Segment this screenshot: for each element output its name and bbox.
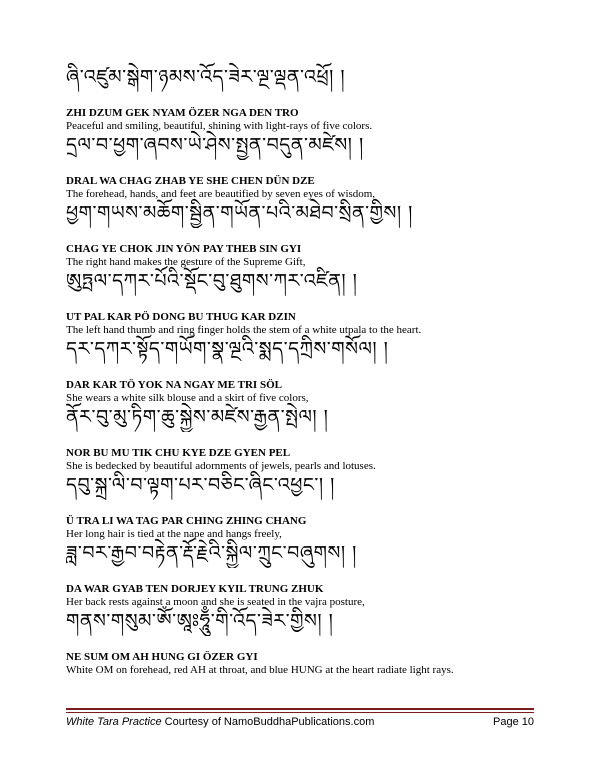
phonetic-line: NOR BU MU TIK CHU KYE DZE GYEN PEL	[66, 447, 291, 459]
phonetic-line: Ü TRA LI WA TAG PAR CHING ZHING CHANG	[66, 515, 307, 527]
phonetic-line: DA WAR GYAB TEN DORJEY KYIL TRUNG ZHUK	[66, 583, 324, 595]
verse	[66, 606, 536, 674]
page-number: Page 10	[493, 716, 534, 728]
translation-line: The left hand thumb and ring finger holds the stem of a white utpala to the heart.	[66, 324, 422, 336]
tibetan-line: གནས་གསུམ་ཨོཾ་ཨཱཿཧཱུྃ་གི་འོད་ཟེར་གྱིས། །	[66, 610, 334, 632]
translation-line: White OM on forehead, red AH at throat, and blue HUNG at the heart radiate light rays.	[66, 664, 454, 676]
translation-line: The right hand makes the gesture of the Supreme Gift,	[66, 256, 306, 268]
verse	[66, 266, 536, 334]
footer-courtesy: Courtesy of NamoBuddhaPublications.com	[161, 716, 375, 728]
translation-line: Her long hair is tied at the nape and hangs freely,	[66, 528, 282, 540]
verse	[66, 470, 536, 538]
tibetan-line: དབུ་སྐྲ་ལི་བ་ལྟག་པར་བཅིང་ཞིང་འཕྱང་། །	[66, 474, 335, 496]
tibetan-line: ཨུཏྤལ་དཀར་པོའི་སྡོང་བུ་ཐུགས་ཀར་འཛིན། །	[66, 270, 358, 292]
verse	[66, 538, 536, 606]
verse	[66, 198, 536, 266]
translation-line: Her back rests against a moon and she is seated in the vajra posture,	[66, 596, 365, 608]
verse	[66, 62, 536, 130]
page-footer	[66, 698, 534, 732]
verse	[66, 334, 536, 402]
phonetic-line: DRAL WA CHAG ZHAB YE SHE CHEN DÜN DZE	[66, 175, 315, 187]
phonetic-line: UT PAL KAR PÖ DONG BU THUG KAR DZIN	[66, 311, 296, 323]
verse-list	[66, 62, 536, 674]
verse	[66, 402, 536, 470]
tibetan-line: དྲལ་བ་ཕྱག་ཞབས་ཡེ་ཤེས་སྤྱན་བདུན་མཛེས། །	[66, 134, 364, 156]
tibetan-line: ཕྱག་གཡས་མཆོག་སྦྱིན་གཡོན་པའི་མཐེབ་སྲིན་གྱིས། །	[66, 202, 413, 224]
footer-divider	[66, 708, 534, 710]
footer-credit	[66, 716, 374, 728]
tibetan-line: དར་དཀར་སྟོད་གཡོག་སྣ་ལྔའི་སྨད་དཀྲིས་གསོལ། །	[66, 338, 389, 360]
translation-line: Peaceful and smiling, beautiful, shining with light-rays of five colors.	[66, 120, 373, 132]
verse	[66, 130, 536, 198]
translation-line: The forehead, hands, and feet are beautified by seven eyes of wisdom,	[66, 188, 376, 200]
footer-divider-thin	[66, 712, 534, 713]
phonetic-line: NE SUM OM AH HUNG GI ÖZER GYI	[66, 651, 258, 663]
translation-line: She is bedecked by beautiful adornments of jewels, pearls and lotuses.	[66, 460, 376, 472]
tibetan-line: ཞི་འཛུམ་སྒེག་ཉམས་འོད་ཟེར་ལྔ་ལྡན་འཕྲོ། །	[66, 66, 346, 88]
footer-title: White Tara Practice	[66, 716, 162, 728]
translation-line: She wears a white silk blouse and a skirt of five colors,	[66, 392, 309, 404]
tibetan-line: ཟླ་བར་རྒྱབ་བརྟེན་རྡོ་རྗེའི་སྐྱིལ་ཀྲུང་བཞུགས། །	[66, 542, 357, 564]
tibetan-line: ནོར་བུ་མུ་ཏིག་ཆུ་སྐྱེས་མཛེས་རྒྱན་སྤེལ། །	[66, 406, 329, 428]
phonetic-line: CHAG YE CHOK JIN YÖN PAY THEB SIN GYI	[66, 243, 302, 255]
phonetic-line: ZHI DZUM GEK NYAM ÖZER NGA DEN TRO	[66, 107, 299, 119]
phonetic-line: DAR KAR TÖ YOK NA NGAY ME TRI SÖL	[66, 379, 282, 391]
